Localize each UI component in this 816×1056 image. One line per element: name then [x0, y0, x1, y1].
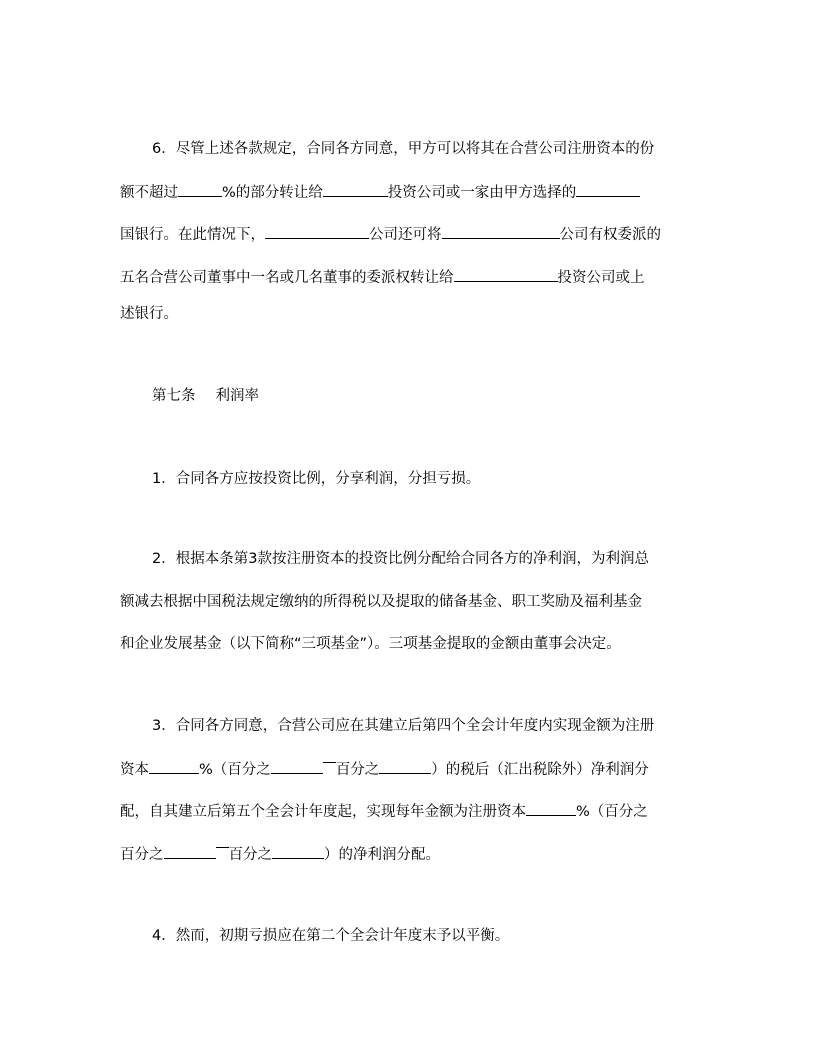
item2-line1 [152, 549, 649, 569]
clause6-line3-text-b: 公司还可将 [369, 227, 442, 243]
item3-line4-text-b: 百分之 [228, 847, 272, 863]
clause6-line2-text-b: %的部分转让给 [222, 185, 323, 201]
clause6-line5-text: 述银行。 [120, 306, 178, 322]
item3-line2 [120, 759, 649, 780]
item3-line1 [152, 716, 654, 736]
clause6-line2-text-a: 额不超过 [120, 185, 178, 201]
item1-line [152, 469, 480, 489]
blank-field [265, 224, 369, 239]
overbar-mark [216, 847, 229, 858]
blank-field [442, 224, 560, 239]
article7-title: 利润率 [215, 388, 259, 404]
blank-field [576, 182, 640, 197]
item2-line3 [120, 634, 621, 654]
blank-field [323, 182, 388, 197]
clause6-line2 [120, 182, 640, 203]
clause6-line3 [120, 224, 661, 245]
clause6-line1-text: 6．尽管上述各款规定，合同各方同意，甲方可以将其在合营公司注册资本的份 [152, 141, 655, 157]
clause6-line4 [120, 267, 645, 288]
blank-field [178, 182, 222, 197]
item3-line2-text-c: 百分之 [335, 762, 380, 778]
item3-line3-text-a: 配，自其建立后第五个全会计年度起，实现每年金额为注册资本 [120, 804, 526, 820]
blank-field [271, 759, 323, 774]
item3-line2-text-b: %（百分之 [199, 762, 271, 778]
clause6-line3-text-a: 国银行。在此情况下， [120, 227, 265, 243]
item3-line3 [120, 801, 648, 822]
item4-text: 4．然而，初期亏损应在第二个全会计年度末予以平衡。 [152, 928, 510, 944]
blank-field [379, 759, 431, 774]
item3-line4-text-a: 百分之 [120, 847, 164, 863]
item4-line [152, 926, 509, 946]
item2-line2-text: 额减去根据中国税法规定缴纳的所得税以及提取的储备基金、职工奖励及福利基金 [120, 594, 642, 610]
item1-text: 1．合同各方应按投资比例，分享利润，分担亏损。 [152, 471, 481, 487]
item2-line3-text: 和企业发展基金（以下简称“三项基金”）。三项基金提取的金额由董事会决定。 [120, 636, 621, 652]
clause6-line1 [152, 139, 654, 159]
item3-line2-text-d: ）的税后（汇出税除外）净利润分 [431, 762, 649, 778]
blank-field [526, 801, 576, 816]
blank-field [272, 844, 324, 859]
clause6-line4-text-a: 五名合营公司董事中一名或几名董事的委派权转让给 [120, 270, 454, 286]
item3-line1-text: 3．合同各方同意，合营公司应在其建立后第四个全会计年度内实现金额为注册 [152, 718, 655, 734]
clause6-line3-text-c: 公司有权委派的 [559, 227, 661, 243]
item2-line1-text: 2．根据本条第3款按注册资本的投资比例分配给合同各方的净利润，为利润总 [152, 551, 649, 567]
item3-line3-text-b: %（百分之 [576, 804, 648, 820]
blank-field [164, 844, 216, 859]
article7-heading [152, 386, 259, 406]
overbar-mark [323, 762, 336, 773]
item2-line2 [120, 592, 642, 612]
blank-field [454, 267, 558, 282]
item3-line4 [120, 844, 440, 865]
article7-number: 第七条 [152, 388, 196, 404]
blank-field [149, 759, 199, 774]
clause6-line2-text-c: 投资公司或一家由甲方选择的 [387, 185, 577, 201]
clause6-line5 [120, 304, 178, 324]
item3-line4-text-c: ）的净利润分配。 [324, 847, 440, 863]
clause6-line4-text-b: 投资公司或上 [557, 270, 645, 286]
item3-line2-text-a: 资本 [120, 762, 149, 778]
